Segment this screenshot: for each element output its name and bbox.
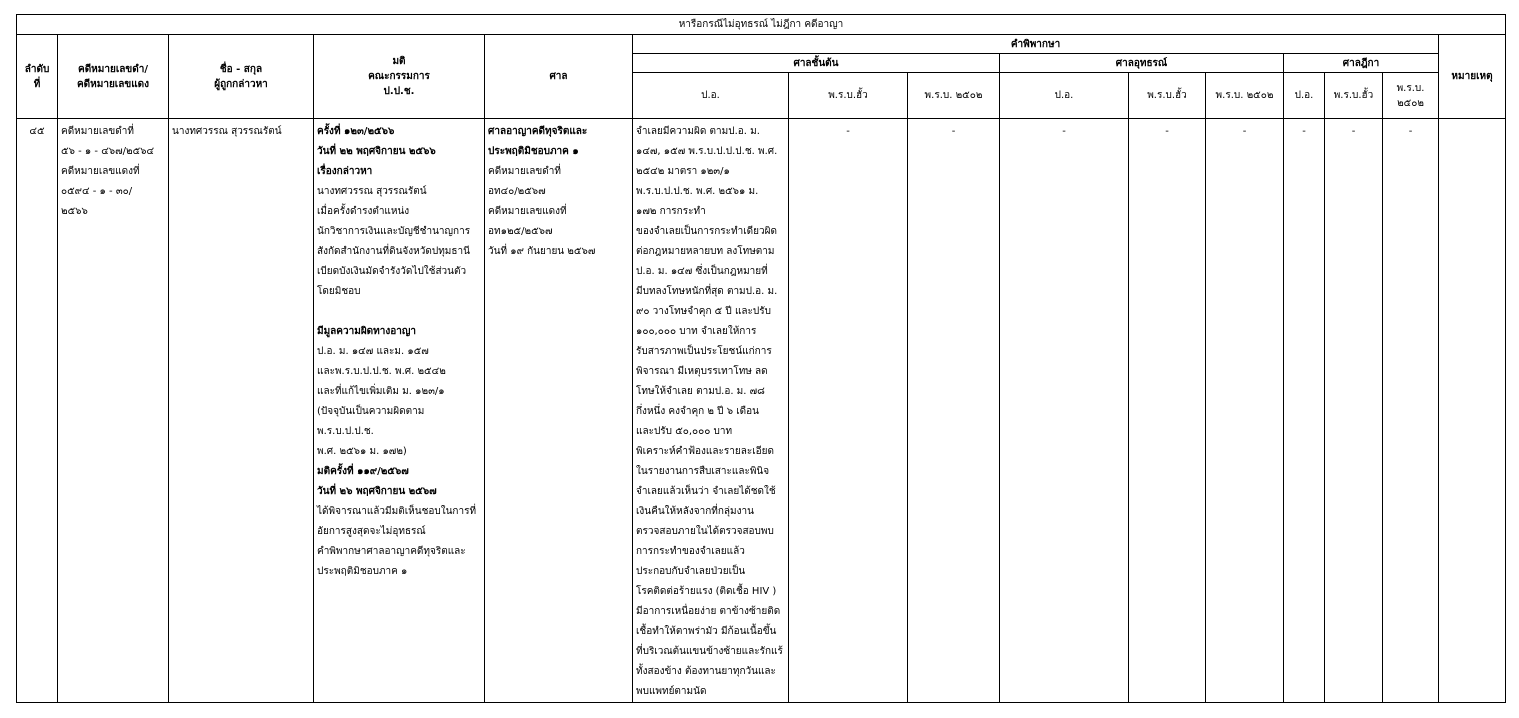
header-court-first: ศาลชั้นต้น (633, 54, 1000, 73)
header-supreme-po: ป.อ. (1284, 73, 1325, 119)
header-court: ศาล (485, 35, 633, 119)
cell-name: นางทศวรรณ สุวรรณรัตน์ (169, 119, 314, 703)
cell-appeal-hua: - (1129, 119, 1206, 703)
case-table (16, 14, 1506, 703)
table-row (17, 119, 1506, 703)
header-appeal-hua: พ.ร.บ.ฮั้ว (1129, 73, 1206, 119)
header-case-no: คดีหมายเลขดำ/ คดีหมายเลขแดง (58, 35, 169, 119)
header-appeal-po: ป.อ. (1000, 73, 1129, 119)
header-seq: ลำดับ ที่ (17, 35, 58, 119)
cell-seq: ๔๕ (17, 119, 58, 703)
cell-court: ศาลอาญาคดีทุจริตและ ประพฤติมิชอบภาค ๑ คดีหมายเลขดำที่ อท๔๐/๒๕๖๗ คดีหมายเลขแดงที่ อท๑๒๕/๒๕๖๗ วันที่ ๑๙ กันยายน ๒๕๖๗ (485, 119, 633, 703)
cell-case-no: คดีหมายเลขดำที่ ๕๖ - ๑ - ๔๖๗/๒๕๖๔ คดีหมายเลขแดงที่ ๐๕๙๔ - ๑ - ๓๐/ ๒๕๖๖ (58, 119, 169, 703)
table-caption: หารือกรณีไม่อุทธรณ์ ไม่ฎีกา คดีอาญา (17, 15, 1506, 35)
header-appeal-2502: พ.ร.บ. ๒๕๐๒ (1206, 73, 1284, 119)
cell-first-po: จำเลยมีความผิด ตามป.อ. ม. ๑๔๗, ๑๕๗ พ.ร.บ.ป.ป.ป.ช. พ.ศ. ๒๕๔๒ มาตรา ๑๒๓/๑ พ.ร.บ.ป.ป.ช. พ.ศ. ๒๕๖๑ ม. ๑๗๒ การกระทำ ของจำเลยเป็นการกระทำเดียวผิด ต่อกฎหมายหลายบท ลงโทษตาม ป.อ. ม. ๑๔๗ ซึ่งเป็นกฎหมายที่ มีบทลงโทษหนักที่สุด ตามป.อ. ม. ๙๐ วางโทษจำคุก ๕ ปี และปรับ ๑๐๐,๐๐๐ บาท จำเลยให้การ รับสารภาพเป็นประโยชน์แก่การ พิจารณา มีเหตุบรรเทาโทษ ลด โทษให้จำเลย ตามป.อ. ม. ๗๘ กึ่งหนึ่ง คงจำคุก ๒ ปี ๖ เดือน และปรับ ๕๐,๐๐๐ บาท พิเคราะห์คำฟ้องและรายละเอียด ในรายงานการสืบเสาะและพินิจ จำเลยแล้วเห็นว่า จำเลยได้ชดใช้ เงินคืนให้หลังจากที่กลุ่มงาน ตรวจสอบภายในได้ตรวจสอบพบ การกระทำของจำเลยแล้ว ประกอบกับจำเลยป่วยเป็น โรคติดต่อร้ายแรง (ติดเชื้อ HIV ) มีอาการเหนื่อยง่าย ตาข้างซ้ายติด เชื้อทำให้ตาพร่ามัว มีก้อนเนื้อขึ้น ที่บริเวณต้นแขนข้างซ้ายและรักแร้ ทั้งสองข้าง ต้องทานยาทุกวันและ พบแพทย์ตามนัด (633, 119, 789, 703)
cell-appeal-po: - (1000, 119, 1129, 703)
cell-remarks (1439, 119, 1506, 703)
header-first-hua: พ.ร.บ.ฮั้ว (789, 73, 908, 119)
header-supreme-hua: พ.ร.บ.ฮั้ว (1325, 73, 1383, 119)
cell-first-hua: - (789, 119, 908, 703)
cell-supreme-po: - (1284, 119, 1325, 703)
cell-supreme-hua: - (1325, 119, 1383, 703)
header-first-po: ป.อ. (633, 73, 789, 119)
header-judgment: คำพิพากษา (633, 35, 1439, 54)
header-supreme-2502: พ.ร.บ. ๒๕๐๒ (1383, 73, 1439, 119)
header-name: ชื่อ - สกุล ผู้ถูกกล่าวหา (169, 35, 314, 119)
header-resolution: มติ คณะกรรมการ ป.ป.ช. (314, 35, 485, 119)
cell-supreme-2502: - (1383, 119, 1439, 703)
cell-resolution: ครั้งที่ ๑๒๓/๒๕๖๖ วันที่ ๒๒ พฤศจิกายน ๒๕๖๖ เรื่องกล่าวหา นางทศวรรณ สุวรรณรัตน์ เมื่อครั้งดำรงตำแหน่ง นักวิชาการเงินและบัญชีชำนาญการ สังกัดสำนักงานที่ดินจังหวัดปทุมธานี เบียดบังเงินมัดจำรังวัดไปใช้ส่วนตัว โดยมิชอบ มีมูลความผิดทางอาญา ป.อ. ม. ๑๔๗ และม. ๑๕๗ และพ.ร.บ.ป.ป.ช. พ.ศ. ๒๕๔๒ และที่แก้ไขเพิ่มเติม ม. ๑๒๓/๑ (ปัจจุบันเป็นความผิดตาม พ.ร.บ.ป.ป.ช. พ.ศ. ๒๕๖๑ ม. ๑๗๒) มติครั้งที่ ๑๑๙/๒๕๖๗ วันที่ ๒๖ พฤศจิกายน ๒๕๖๗ ได้พิจารณาแล้วมีมติเห็นชอบในการที่ อัยการสูงสุดจะไม่อุทธรณ์ คำพิพากษาศาลอาญาคดีทุจริตและ ประพฤติมิชอบภาค ๑ (314, 119, 485, 703)
cell-first-2502: - (908, 119, 1000, 703)
header-court-supreme: ศาลฎีกา (1284, 54, 1439, 73)
cell-appeal-2502: - (1206, 119, 1284, 703)
header-remarks: หมายเหตุ (1439, 35, 1506, 119)
header-first-2502: พ.ร.บ. ๒๕๐๒ (908, 73, 1000, 119)
header-court-appeal: ศาลอุทธรณ์ (1000, 54, 1284, 73)
